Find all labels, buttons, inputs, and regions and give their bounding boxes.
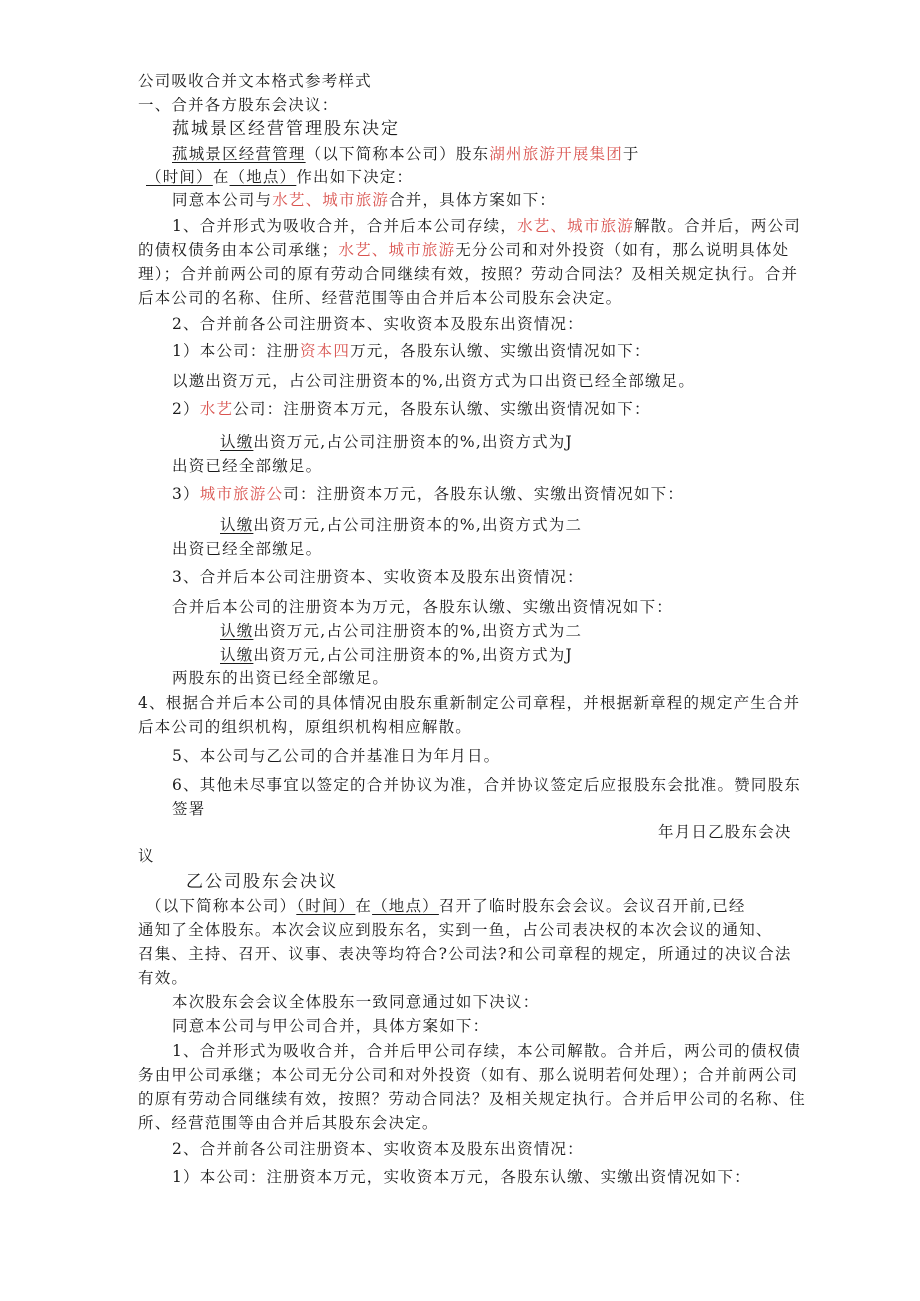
clause-2-2-paid: 出资已经全部缴足。 [172, 457, 323, 475]
clause-2: 2、合并前各公司注册资本、实收资本及股东出资情况： [172, 315, 584, 333]
clause-1-line-2: 的债权债务由本公司承继；水艺、城市旅游无分公司和对外投资（如有，那么说明具体处 [138, 241, 790, 259]
b-clause-1-line-3: 的原有劳动合同继续有效，按照？劳动合同法？及相关规定执行。合并后甲公司的名称、住 [138, 1090, 807, 1108]
clause-3-detail-1: 认缴出资万元,占公司注册资本的%,出资方式为二 [220, 622, 583, 640]
signature-date: 年月日乙股东会决 [658, 823, 792, 841]
clause-3: 3、合并后本公司注册资本、实收资本及股东出资情况： [172, 568, 584, 586]
b-clause-2: 2、合并前各公司注册资本、实收资本及股东出资情况： [172, 1140, 584, 1158]
decision-time-place: （时间）在（地点）作出如下决定： [146, 168, 414, 186]
shareholder-name: 湖州旅游开展集团 [489, 145, 623, 163]
clause-2-2-detail: 认缴出资万元,占公司注册资本的%,出资方式为J [220, 433, 573, 451]
clause-1-line-3: 理）；合并前两公司的原有劳动合同继续有效，按照？劳动合同法？及相关规定执行。合并 [138, 265, 799, 283]
clause-3-detail-2: 认缴出资万元,占公司注册资本的%,出资方式为J [220, 646, 573, 664]
clause-1-line-4: 后本公司的名称、住所、经营范围等由合并后本公司股东会决定。 [138, 289, 623, 307]
b-meeting-line-1: （以下简称本公司）（时间）在（地点）召开了临时股东会会议。会议召开前,已经 [146, 897, 746, 915]
b-clause-1-line-2: 务由甲公司承继；本公司无分公司和对外投资（如有、那么说明若何处理）；合并前两公司 [138, 1066, 799, 1084]
clause-4-line-1: 4、根据合并后本公司的具体情况由股东重新制定公司章程，并根据新章程的规定产生合并 [138, 694, 801, 712]
decision-intro: 菰城景区经营管理（以下简称本公司）股东湖州旅游开展集团于 [172, 145, 640, 163]
agree-merge: 同意本公司与水艺、城市旅游合并，具体方案如下： [172, 191, 557, 209]
b-clause-2-1: 1）本公司：注册资本万元，实收资本万元，各股东认缴、实缴出资情况如下： [172, 1168, 751, 1186]
clause-2-1: 1）本公司：注册资本四万元，各股东认缴、实缴出资情况如下： [172, 342, 651, 360]
clause-2-2: 2）水艺公司：注册资本万元，各股东认缴、实缴出资情况如下： [172, 400, 651, 418]
clause-6-line-1: 6、其他未尽事宜以签定的合并协议为准，合并协议签定后应报股东会批准。赞同股东 [172, 776, 801, 794]
b-resolution-intro: 本次股东会会议全体股东一致同意通过如下决议： [172, 993, 540, 1011]
doc-title: 公司吸收合并文本格式参考样式 [138, 72, 372, 90]
clause-5: 5、本公司与乙公司的合并基准日为年月日。 [172, 747, 501, 765]
b-title: 乙公司股东会决议 [186, 872, 338, 892]
clause-2-3-paid: 出资已经全部缴足。 [172, 540, 323, 558]
b-clause-1-line-4: 所、经营范围等由合并后其股东会决定。 [138, 1114, 439, 1132]
b-meeting-line-4: 有效。 [138, 969, 189, 987]
clause-4-line-2: 后本公司的组织机构，原组织机构相应解散。 [138, 718, 473, 736]
section-heading: 一、合并各方股东会决议： [138, 96, 339, 114]
b-clause-1-line-1: 1、合并形式为吸收合并，合并后甲公司存续，本公司解散。合并后，两公司的债权债 [172, 1042, 801, 1060]
clause-6-line-2: 签署 [172, 800, 206, 818]
clause-3-intro: 合并后本公司的注册资本为万元，各股东认缴、实缴出资情况如下： [172, 598, 674, 616]
signature-date-cont: 议 [138, 847, 155, 865]
decision-title: 菰城景区经营管理股东决定 [172, 119, 400, 139]
b-agree-merge: 同意本公司与甲公司合并，具体方案如下： [172, 1017, 490, 1035]
clause-1-line-1: 1、合并形式为吸收合并，合并后本公司存续，水艺、城市旅游解散。合并后，两公司 [172, 217, 801, 235]
clause-3-paid: 两股东的出资已经全部缴足。 [172, 669, 390, 687]
company-name: 菰城景区经营管理 [172, 145, 306, 163]
clause-2-3-detail: 认缴出资万元,占公司注册资本的%,出资方式为二 [220, 516, 583, 534]
b-meeting-line-2: 通知了全体股东。本次会议应到股东名，实到一鱼，占公司表决权的本次会议的通知、 [138, 921, 773, 939]
clause-2-3: 3）城市旅游公司：注册资本万元，各股东认缴、实缴出资情况如下： [172, 485, 685, 503]
clause-2-1-detail: 以邀出资万元，占公司注册资本的%,出资方式为口出资已经全部缴足。 [172, 372, 696, 390]
b-meeting-line-3: 召集、主持、召开、议事、表决等均符合?公司法?和公司章程的规定，所通过的决议合法 [138, 945, 792, 963]
